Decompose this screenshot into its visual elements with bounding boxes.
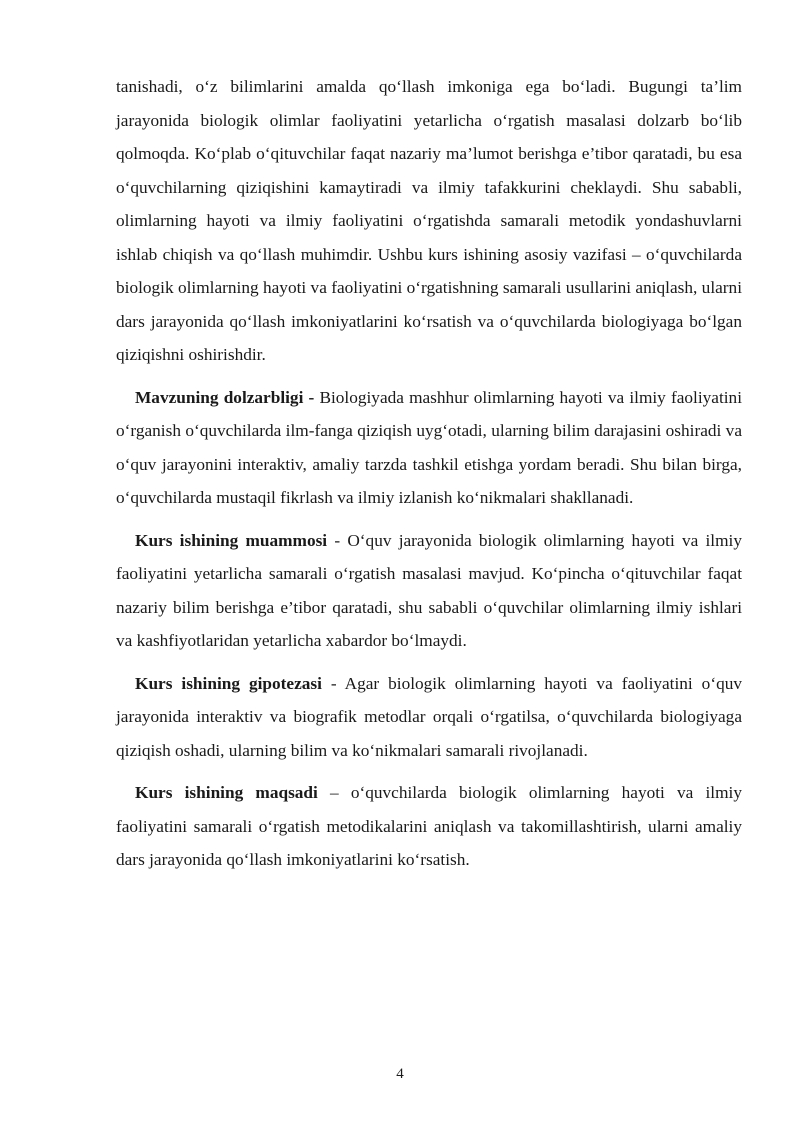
section-term: Kurs ishining gipotezasi	[135, 673, 322, 693]
section-text: – o‘quvchilarda biologik olimlarning hayoti va ilmiy faoliyatini samarali o‘rgatish metodikalarini aniqlash va takomillashtirish, ularni amaliy dars jarayonida qo‘llash imkoniyatlarini ko‘rsatish.	[116, 783, 742, 869]
section-hypothesis	[116, 667, 742, 768]
page-number: 4	[396, 1066, 404, 1082]
section-text: - Agar biologik olimlarning hayoti va faoliyatini o‘quv jarayonida interaktiv va biografik metodlar orqali o‘rgatilsa, o‘quvchilarda biologiyaga qiziqish oshadi, ularning bilim va ko‘nikmalari samarali rivojlanadi.	[116, 673, 742, 760]
section-term: Kurs ishining muammosi	[135, 530, 328, 550]
intro-paragraph: tanishadi, o‘z bilimlarini amalda qo‘llash imkoniga ega bo‘ladi. Bugungi ta’lim jarayonida biologik olimlar faoliyatini yetarlicha o‘rgatish masalasi dolzarb bo‘lib qolmoqda. Ko‘plab o‘qituvchilar faqat nazariy ma’lumot berishga e’tibor qaratadi, bu esa o‘quvchilarning qiziqishini kamaytiradi va ilmiy tafakkurini cheklaydi. Shu sababli, olimlarning hayoti va ilmiy faoliyatini o‘rgatishda samarali metodik yondashuvlarni ishlab chiqish va qo‘llash muhimdir. Ushbu kurs ishining asosiy vazifasi – o‘quvchilarda biologik olimlarning hayoti va faoliyatini o‘rgatishning samarali usullarini aniqlash, ularni dars jarayonida qo‘llash imkoniyatlarini ko‘rsatish va o‘quvchilarda biologiyaga bo‘lgan qiziqishni oshirishdir.	[116, 77, 742, 364]
section-relevance	[116, 381, 742, 515]
section-text: - O‘quv jarayonida biologik olimlarning hayoti va ilmiy faoliyatini yetarlicha samarali o‘rgatish masalasi mavjud. Ko‘pincha o‘qituvchilar faqat nazariy bilim berishga e’tibor qaratadi, shu sababli o‘quvchilar olimlarning ilmiy ishlari va kashfiyotlaridan yetarlicha xabardor bo‘lmaydi.	[116, 530, 742, 650]
section-text: Biologiyada mashhur olimlarning hayoti va ilmiy faoliyatini o‘rganish o‘quvchilarda ilm-fanga qiziqish uyg‘otadi, ularning bilim darajasini oshiradi va o‘quv jarayonini interaktiv, amaliy tarzda tashkil etishga yordam beradi. Shu bilan birga, o‘quvchilarda mustaqil fikrlash va ilmiy izlanish ko‘nikmalari shakllanadi.	[116, 387, 742, 507]
section-term: Mavzuning dolzarbligi -	[135, 387, 315, 407]
section-term: Kurs ishining maqsadi	[135, 783, 318, 802]
document-body	[116, 70, 742, 886]
section-problem	[116, 524, 742, 658]
section-goal	[116, 776, 742, 877]
